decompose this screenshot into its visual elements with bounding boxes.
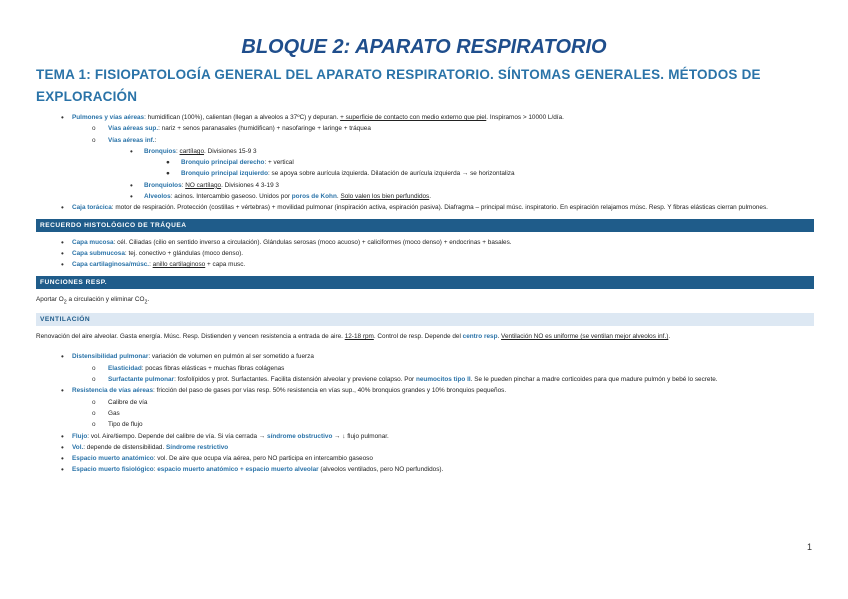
keyword: Bronquio principal izquierdo <box>181 170 268 178</box>
keyword: Bronquiolos <box>144 181 182 189</box>
subscript: 2 <box>144 298 148 305</box>
text: . <box>147 295 150 303</box>
underlined-text: Ventilación NO es uniforme (se ventilan mejor alveolos inf.) <box>501 333 669 341</box>
page-title: BLOQUE 2: APARATO RESPIRATORIO <box>241 36 607 58</box>
keyword: Flujo <box>72 432 88 440</box>
text: : <box>154 136 157 144</box>
bullet: ● <box>166 159 170 167</box>
list-item <box>36 157 814 168</box>
list-item <box>36 168 814 179</box>
paragraph <box>36 331 814 342</box>
text: Aportar O <box>36 295 64 303</box>
keyword: Surfactante pulmonar <box>108 376 175 384</box>
keyword: Síndrome restrictivo <box>166 443 229 451</box>
list-item <box>36 419 814 430</box>
text: : humidifican (100%), calientan (llegan a alveolos a 37ºC) y depuran. <box>144 114 341 121</box>
bullet: o <box>92 376 96 384</box>
bullet: • <box>61 386 64 396</box>
text: : motor de respiración. Protección (costillas + vértebras) + movilidad pulmonar (inspiración activa, espiración pasiva). Diafragma – principal músc. inspiratorio. En espiración relajamos músc. Resp. Y fibras elásticas cierran pulmones. <box>111 204 768 212</box>
text: . <box>336 193 341 201</box>
text: : variación de volumen en pulmón al ser sometido a fuerza <box>148 353 314 361</box>
keyword: Elasticidad <box>108 364 142 372</box>
underlined-text: + superficie de contacto con medio externo que piel <box>340 114 487 121</box>
bullet: • <box>61 260 64 270</box>
section-heading: RECUERDO HISTOLÓGICO DE TRÁQUEA <box>36 219 814 232</box>
list-item <box>36 363 814 374</box>
list-item <box>36 237 814 248</box>
keyword: Vías aéreas sup. <box>108 125 159 133</box>
list-item <box>36 112 814 123</box>
text: : tej. conectivo + glándulas (moco denso). <box>124 249 244 257</box>
text: : fricción del paso de gases por vías resp. 50% resistencia en vías sup., 40% bronquios grandes y 10% bronquios pequeños. <box>153 387 507 395</box>
keyword: neumocitos tipo II <box>415 376 471 384</box>
underlined-text: Solo valen los bien perfundidos <box>340 193 430 201</box>
bullet: • <box>130 146 133 156</box>
bullet: • <box>61 203 64 213</box>
text: . Divisiones 4 3-19 3 <box>221 181 279 189</box>
list-item <box>36 351 814 362</box>
text: : vol. Aire/tiempo. Depende del calibre de vía. Si vía cerrada → <box>87 432 268 440</box>
keyword: espacio muerto anatómico + espacio muerto alveolar <box>157 466 319 474</box>
page-number: 1 <box>806 542 812 552</box>
text: : cél. Ciliadas (cilio en sentido inverso a circulación). Glándulas serosas (moco acuoso) + caliciformes (moco denso) + endocrinas + basales. <box>113 238 512 246</box>
text: . Divisiones 15-9 3 <box>204 147 257 155</box>
bullet: • <box>61 454 64 464</box>
keyword: Vol. <box>72 443 84 451</box>
list-item <box>36 374 814 385</box>
bullet: • <box>61 113 64 122</box>
bullet: • <box>61 431 64 441</box>
bullet: o <box>92 409 96 417</box>
bullet: • <box>61 352 64 362</box>
text: . <box>668 333 671 341</box>
text: . Inspiramos > 10000 L/día. <box>486 114 564 121</box>
bullet: o <box>92 398 96 406</box>
text: : vol. De aire que ocupa vía aérea, pero NO participa en intercambio gaseoso <box>153 455 373 463</box>
keyword: Espacio muerto fisiológico <box>72 466 154 474</box>
list-item <box>36 191 814 202</box>
text: : <box>175 147 180 155</box>
text: . <box>497 333 502 341</box>
list-item <box>36 385 814 396</box>
text: : + vertical <box>264 159 294 167</box>
text: a circulación y eliminar CO <box>66 295 145 303</box>
keyword: Capa mucosa <box>72 238 114 246</box>
text: : pocas fibras elásticas + muchas fibras colágenas <box>141 364 285 372</box>
underlined-text: NO cartílago <box>185 181 222 189</box>
document-body <box>36 112 814 476</box>
list-item <box>36 453 814 464</box>
tema-heading: TEMA 1: FISIOPATOLOGÍA GENERAL DEL APARATO RESPIRATORIO. SÍNTOMAS GENERALES. MÉTODOS DE EXPLORACIÓN <box>36 67 761 104</box>
list-item <box>36 397 814 408</box>
text: : <box>149 261 153 269</box>
list-item <box>36 135 814 146</box>
keyword: centro resp <box>462 333 498 341</box>
text: Calibre de vía <box>108 398 148 406</box>
list-item <box>36 202 814 213</box>
bullet: • <box>130 192 133 202</box>
keyword: Capa submucosa <box>72 249 125 257</box>
keyword: Pulmones y vías aéreas <box>72 114 145 121</box>
keyword: Vías aéreas inf. <box>108 136 155 144</box>
text: : nariz + senos paranasales (humidifican) + nasofaringe + laringe + tráquea <box>158 125 371 133</box>
text: . Se le pueden pinchar a madre corticoides para que madure pulmón y bebé lo secrete. <box>470 376 718 384</box>
bullet: o <box>92 136 96 144</box>
keyword: Capa cartilaginosa/músc. <box>72 261 150 269</box>
text: : depende de distensibilidad. <box>83 443 167 451</box>
text: + capa musc. <box>205 261 246 269</box>
list-item <box>36 123 814 134</box>
text: (alveolos ventilados, pero NO perfundidos). <box>318 466 444 474</box>
text: Renovación del aire alveolar. Gasta energía. Músc. Resp. Distienden y vencen resistencia a entrada de aire. <box>36 333 345 341</box>
list-item <box>36 146 814 157</box>
list-item <box>36 442 814 453</box>
keyword: Caja torácica <box>72 204 112 212</box>
text: Tipo de flujo <box>108 421 143 429</box>
keyword: Distensibilidad pulmonar <box>72 353 149 361</box>
keyword: poros de Kohn <box>291 193 337 201</box>
list-item <box>36 180 814 191</box>
text: Gas <box>108 409 120 417</box>
text: : fosfolípidos y prot. Surfactantes. Facilita distensión alveolar y previene colapso. Por <box>174 376 416 384</box>
text: . Control de resp. Depende del <box>373 333 463 341</box>
list-item <box>36 259 814 270</box>
text: : se apoya sobre aurícula izquierda. Dilatación de aurícula izquierda → se horizontaliza <box>267 170 515 178</box>
paragraph <box>36 294 814 309</box>
text: : <box>181 181 186 189</box>
bullet: o <box>92 125 96 133</box>
section-heading: VENTILACIÓN <box>36 313 814 326</box>
list-item <box>36 248 814 259</box>
keyword: Bronquios <box>144 147 176 155</box>
list-item <box>36 464 814 475</box>
subscript: 2 <box>63 298 67 305</box>
text: : acinos. Intercambio gaseoso. Unidos por <box>170 193 292 201</box>
list-item <box>36 431 814 442</box>
bullet: • <box>61 442 64 452</box>
underlined-text: cartílago <box>179 147 205 155</box>
bullet: • <box>61 465 64 475</box>
keyword: Bronquio principal derecho <box>181 159 265 167</box>
bullet: • <box>61 237 64 247</box>
underlined-text: 12-18 rpm <box>344 333 374 341</box>
bullet: o <box>92 421 96 429</box>
keyword: Espacio muerto anatómico <box>72 455 154 463</box>
list-item <box>36 408 814 419</box>
bullet: • <box>130 180 133 190</box>
keyword: síndrome obstructivo <box>267 432 333 440</box>
keyword: Alveolos <box>144 193 171 201</box>
text: : <box>153 466 158 474</box>
bullet: • <box>61 248 64 258</box>
keyword: Resistencia de vías aéreas <box>72 387 154 395</box>
text: → ↓ flujo pulmonar. <box>332 432 389 440</box>
section-heading: FUNCIONES RESP. <box>36 276 814 289</box>
underlined-text: anillo cartilaginoso <box>152 261 206 269</box>
bullet: ● <box>166 170 170 178</box>
bullet: o <box>92 364 96 372</box>
text: . <box>429 193 432 201</box>
